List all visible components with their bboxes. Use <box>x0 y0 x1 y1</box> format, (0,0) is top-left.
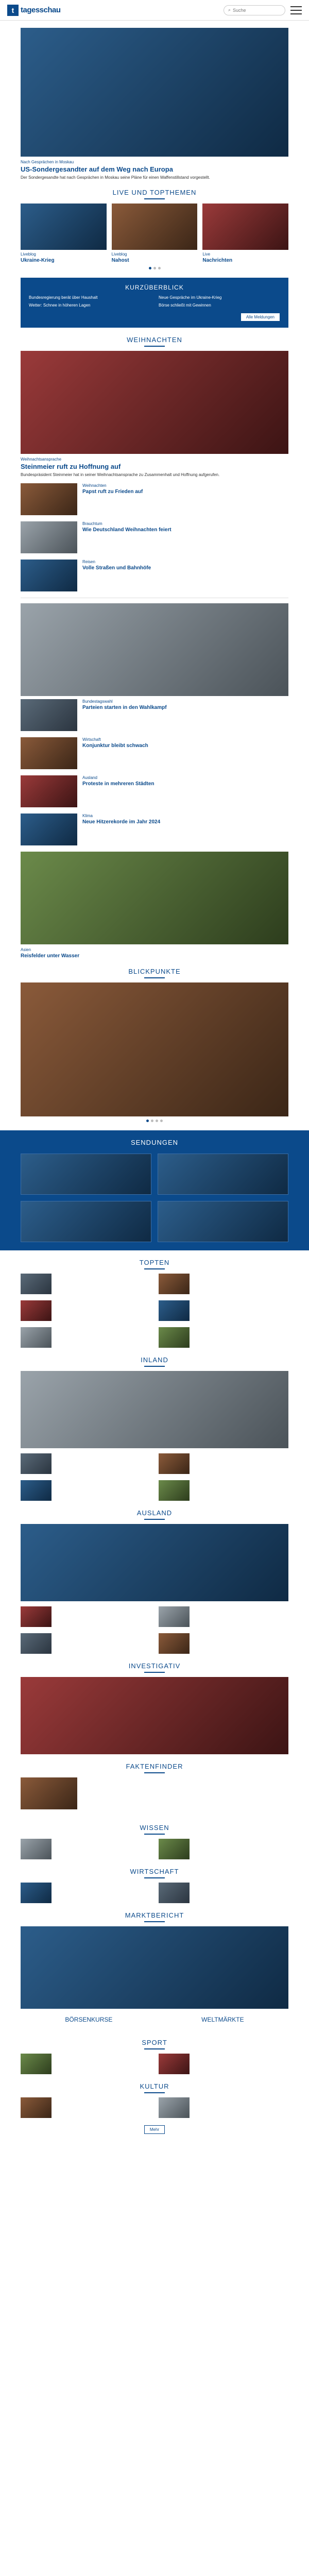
live-card[interactable] <box>112 204 198 264</box>
investigativ-image[interactable] <box>21 1677 288 1754</box>
item-kicker: Weihnachten <box>82 483 107 488</box>
search-input[interactable] <box>224 5 285 15</box>
lead-teaser: Der Sondergesandte hat nach Gesprächen in Moskau seine Pläne für einen Waffenstillstand vorgestellt. <box>21 175 210 180</box>
topten-item[interactable] <box>159 1300 288 1321</box>
topten-item[interactable] <box>159 1327 288 1348</box>
search-icon: ⌕ <box>228 7 231 12</box>
more-button[interactable]: Mehr <box>144 2125 165 2134</box>
blickpunkte-title: BLICKPUNKTE <box>0 959 309 982</box>
christmas-lead-image[interactable] <box>21 351 288 454</box>
inland-section <box>0 1371 309 1501</box>
sport-section <box>0 2054 309 2074</box>
ausland-section <box>0 1524 309 1654</box>
news-item[interactable] <box>21 737 288 769</box>
marktbericht-section <box>0 1926 309 2030</box>
item-headline: Neue Hitzerekorde im Jahr 2024 <box>82 819 161 825</box>
item-kicker: Klima <box>82 813 93 818</box>
wissen-item[interactable] <box>159 1839 288 1859</box>
weltmaerkte-link[interactable]: WELTMÄRKTE <box>201 2015 244 2023</box>
ausland-title: AUSLAND <box>0 1501 309 1524</box>
item-headline: Proteste in mehreren Städten <box>82 781 154 787</box>
christmas-item[interactable] <box>21 560 288 591</box>
brief-item[interactable]: Neue Gespräche im Ukraine-Krieg <box>159 295 222 300</box>
lead-headline[interactable]: US-Sondergesandter auf dem Weg nach Europa <box>21 165 173 173</box>
ausland-item[interactable] <box>159 1633 288 1654</box>
item-kicker: Reisen <box>82 559 95 564</box>
live-headline: Ukraine-Krieg <box>21 258 55 264</box>
topten-item[interactable] <box>21 1327 150 1348</box>
sport-title: SPORT <box>0 2030 309 2054</box>
ausland-item[interactable] <box>159 1606 288 1627</box>
ausland-image[interactable] <box>21 1524 288 1601</box>
logo-text: tagesschau <box>21 6 61 14</box>
topten-item[interactable] <box>21 1300 150 1321</box>
live-kicker: Live <box>202 252 211 257</box>
faktenfinder-item[interactable] <box>21 1777 288 1809</box>
wissen-title: WISSEN <box>0 1816 309 1839</box>
lead-kicker: Nach Gesprächen in Moskau <box>21 160 74 164</box>
live-list <box>0 204 309 273</box>
item-kicker: Ausland <box>82 775 97 780</box>
item-kicker: Wirtschaft <box>82 737 101 742</box>
live-headline: Nachrichten <box>202 258 233 264</box>
faktenfinder-section <box>0 1777 309 1809</box>
live-card[interactable] <box>21 204 107 264</box>
ausland-item[interactable] <box>21 1606 150 1627</box>
news-item[interactable] <box>21 699 288 731</box>
show-tile[interactable] <box>21 1154 151 1195</box>
faktenfinder-title: FAKTENFINDER <box>0 1754 309 1777</box>
christmas-kicker: Weihnachtsansprache <box>21 457 62 462</box>
brief-item[interactable]: Börse schließt mit Gewinnen <box>159 303 211 308</box>
wirtschaft-section <box>0 1883 309 1903</box>
search-placeholder: Suche <box>233 7 246 13</box>
christmas-title: WEIHNACHTEN <box>0 328 309 351</box>
christmas-section <box>0 351 309 591</box>
sport-item[interactable] <box>21 2054 150 2074</box>
ausland-item[interactable] <box>21 1633 150 1654</box>
item-kicker: Asien <box>21 947 31 952</box>
logo-mark: t <box>7 5 19 16</box>
boersenkurse-link[interactable]: BÖRSENKURSE <box>65 2015 113 2023</box>
item-headline: Wie Deutschland Weihnachten feiert <box>82 527 171 533</box>
lead-image[interactable] <box>21 28 288 157</box>
carousel-dots[interactable] <box>21 1116 288 1125</box>
live-headline: Nahost <box>111 258 129 264</box>
inland-item[interactable] <box>21 1453 150 1474</box>
carousel-dots[interactable] <box>21 264 288 273</box>
inland-item[interactable] <box>21 1480 150 1501</box>
item-headline: Papst ruft zu Frieden auf <box>82 488 143 495</box>
blickpunkte-section <box>0 982 309 1125</box>
sendungen-section <box>0 1130 309 1250</box>
live-kicker: Liveblog <box>111 252 127 257</box>
inland-title: INLAND <box>0 1348 309 1371</box>
kultur-item[interactable] <box>159 2097 288 2118</box>
marktbericht-image[interactable] <box>21 1926 288 2009</box>
wirtschaft-title: WIRTSCHAFT <box>0 1859 309 1883</box>
inland-image[interactable] <box>21 1371 288 1448</box>
kultur-title: KULTUR <box>0 2074 309 2097</box>
topten-section <box>0 1274 309 1348</box>
christmas-headline[interactable]: Steinmeier ruft zu Hoffnung auf <box>21 463 121 471</box>
brief-all-button[interactable]: Alle Meldungen <box>241 313 280 321</box>
show-tile[interactable] <box>21 1201 151 1242</box>
item-kicker: Bundestagswahl <box>82 699 113 704</box>
inland-item[interactable] <box>159 1480 288 1501</box>
live-kicker: Liveblog <box>21 252 36 257</box>
inland-item[interactable] <box>159 1453 288 1474</box>
item-headline: Parteien starten in den Wahlkampf <box>82 704 167 710</box>
christmas-item[interactable] <box>21 521 288 553</box>
wirtschaft-item[interactable] <box>159 1883 288 1903</box>
item-kicker: Brauchtum <box>82 521 102 526</box>
topten-item[interactable] <box>21 1274 150 1294</box>
investigativ-title: INVESTIGATIV <box>0 1654 309 1677</box>
menu-icon[interactable] <box>290 6 302 14</box>
topten-item[interactable] <box>159 1274 288 1294</box>
christmas-item[interactable] <box>21 483 288 515</box>
site-header <box>0 0 309 21</box>
investigativ-section <box>0 1677 309 1754</box>
wissen-item[interactable] <box>21 1839 150 1859</box>
brief-title: KURZÜBERBLICK <box>125 284 184 292</box>
brief-item[interactable]: Wetter: Schnee in höheren Lagen <box>29 303 91 308</box>
blickpunkte-image[interactable] <box>21 982 288 1116</box>
topten-title: TOPTEN <box>0 1250 309 1274</box>
brief-box <box>0 278 309 328</box>
logo[interactable] <box>7 5 61 16</box>
marktbericht-title: MARKTBERICHT <box>0 1903 309 1926</box>
item-headline[interactable]: Reisfelder unter Wasser <box>21 953 80 959</box>
live-title: LIVE UND TOPTHEMEN <box>0 180 309 204</box>
news-item[interactable] <box>21 814 288 845</box>
show-tile[interactable] <box>158 1154 288 1195</box>
lead-story[interactable] <box>0 21 309 180</box>
kultur-item[interactable] <box>21 2097 150 2118</box>
item-headline: Volle Straßen und Bahnhöfe <box>82 565 151 571</box>
brief-item[interactable]: Bundesregierung berät über Haushalt <box>29 295 98 300</box>
kultur-section <box>0 2097 309 2134</box>
news-image[interactable] <box>21 603 288 696</box>
news-image[interactable] <box>21 852 288 944</box>
wissen-section <box>0 1839 309 1859</box>
sendungen-title: SENDUNGEN <box>21 1130 288 1154</box>
show-tile[interactable] <box>158 1201 288 1242</box>
news-item[interactable] <box>21 775 288 807</box>
sport-item[interactable] <box>159 2054 288 2074</box>
live-card[interactable] <box>202 204 288 264</box>
christmas-teaser: Bundespräsident Steinmeier hat in seiner Weihnachtsansprache zu Zusammenhalt und Hoffnung aufgerufen. <box>21 472 220 477</box>
item-headline: Konjunktur bleibt schwach <box>82 742 148 749</box>
wirtschaft-item[interactable] <box>21 1883 150 1903</box>
news-list <box>0 603 309 959</box>
